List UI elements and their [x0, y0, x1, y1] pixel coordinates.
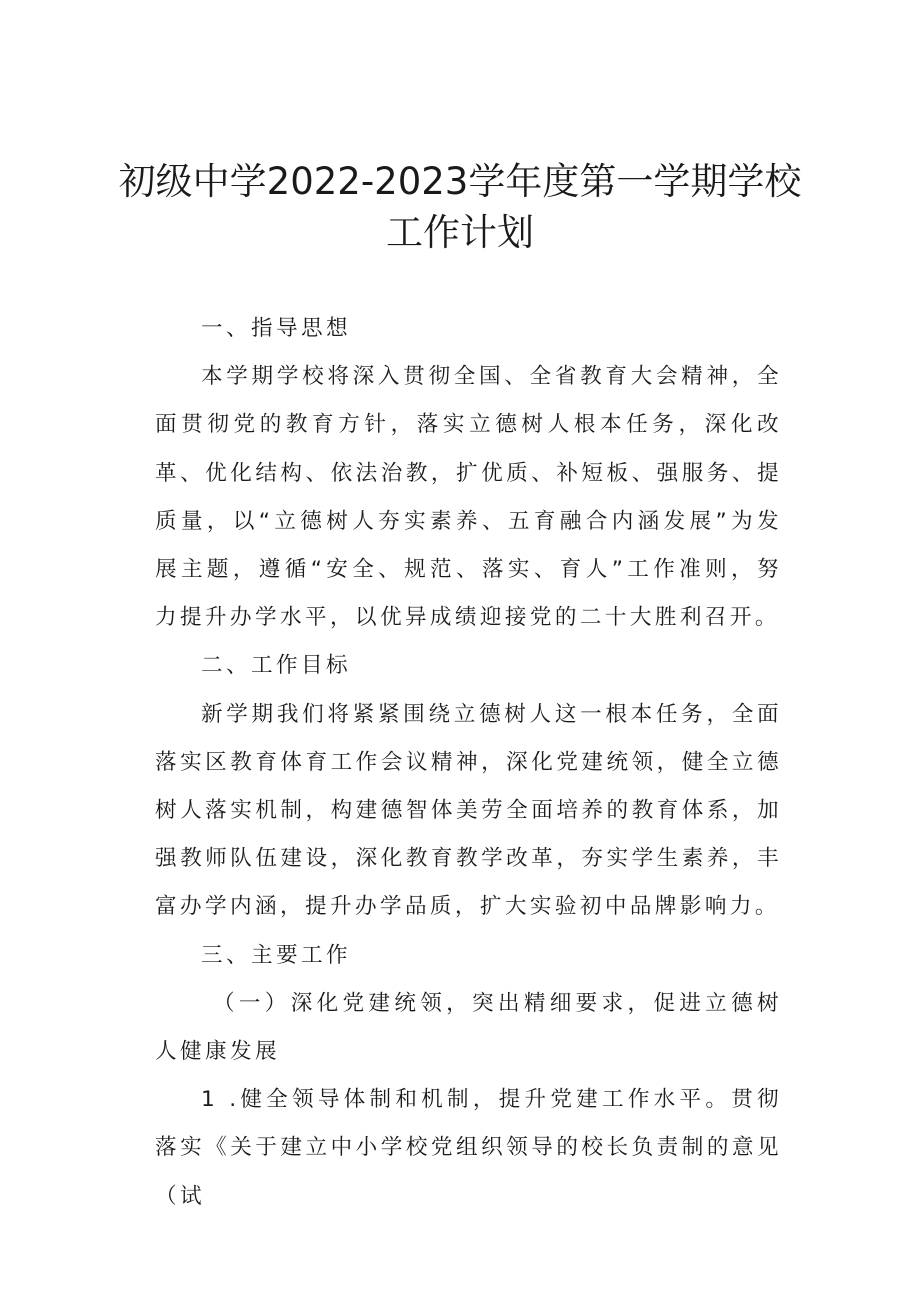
paragraph-work-goals: 新学期我们将紧紧围绕立德树人这一根本任务，全面落实区教育体育工作会议精神，深化党建统领，健全立德树人落实机制，构建德智体美劳全面培养的教育体系，加强教师队伍建设，深化教育教学改革，夯实学生素养，丰富办学内涵，提升办学品质，扩大实验初中品牌影响力。: [155, 701, 782, 920]
subsection-heading-party-building: （一）深化党建统领，突出精细要求，促进立德树人健康发展: [155, 990, 782, 1065]
paragraph-guiding-ideology: 本学期学校将深入贯彻全国、全省教育大会精神，全面贯彻党的教育方针，落实立德树人根本任务，深化改革、优化结构、依法治教，扩优质、补短板、强服务、提质量，以“立德树人夯实素养、五育融合内涵发展”为发展主题，遵循“安全、规范、落实、育人”工作准则，努力提升办学水平，以优异成绩迎接党的二十大胜利召开。: [155, 364, 782, 631]
section-heading-work-goals: 二、工作目标: [201, 653, 351, 679]
section-heading-guiding-ideology: 一、指导思想: [201, 316, 351, 341]
document-title-line-2: 工作计划: [386, 211, 534, 254]
list-item-leadership-system: 1 .健全领导体制和机制，提升党建工作水平。贯彻落实《关于建立中小学校党组织领导的校长负责制的意见（试: [155, 1087, 782, 1209]
document-title-line-1: 初级中学2022-2023学年度第一学期学校: [118, 160, 802, 203]
section-heading-main-work: 三、主要工作: [201, 942, 351, 968]
document-body: [155, 305, 782, 1221]
